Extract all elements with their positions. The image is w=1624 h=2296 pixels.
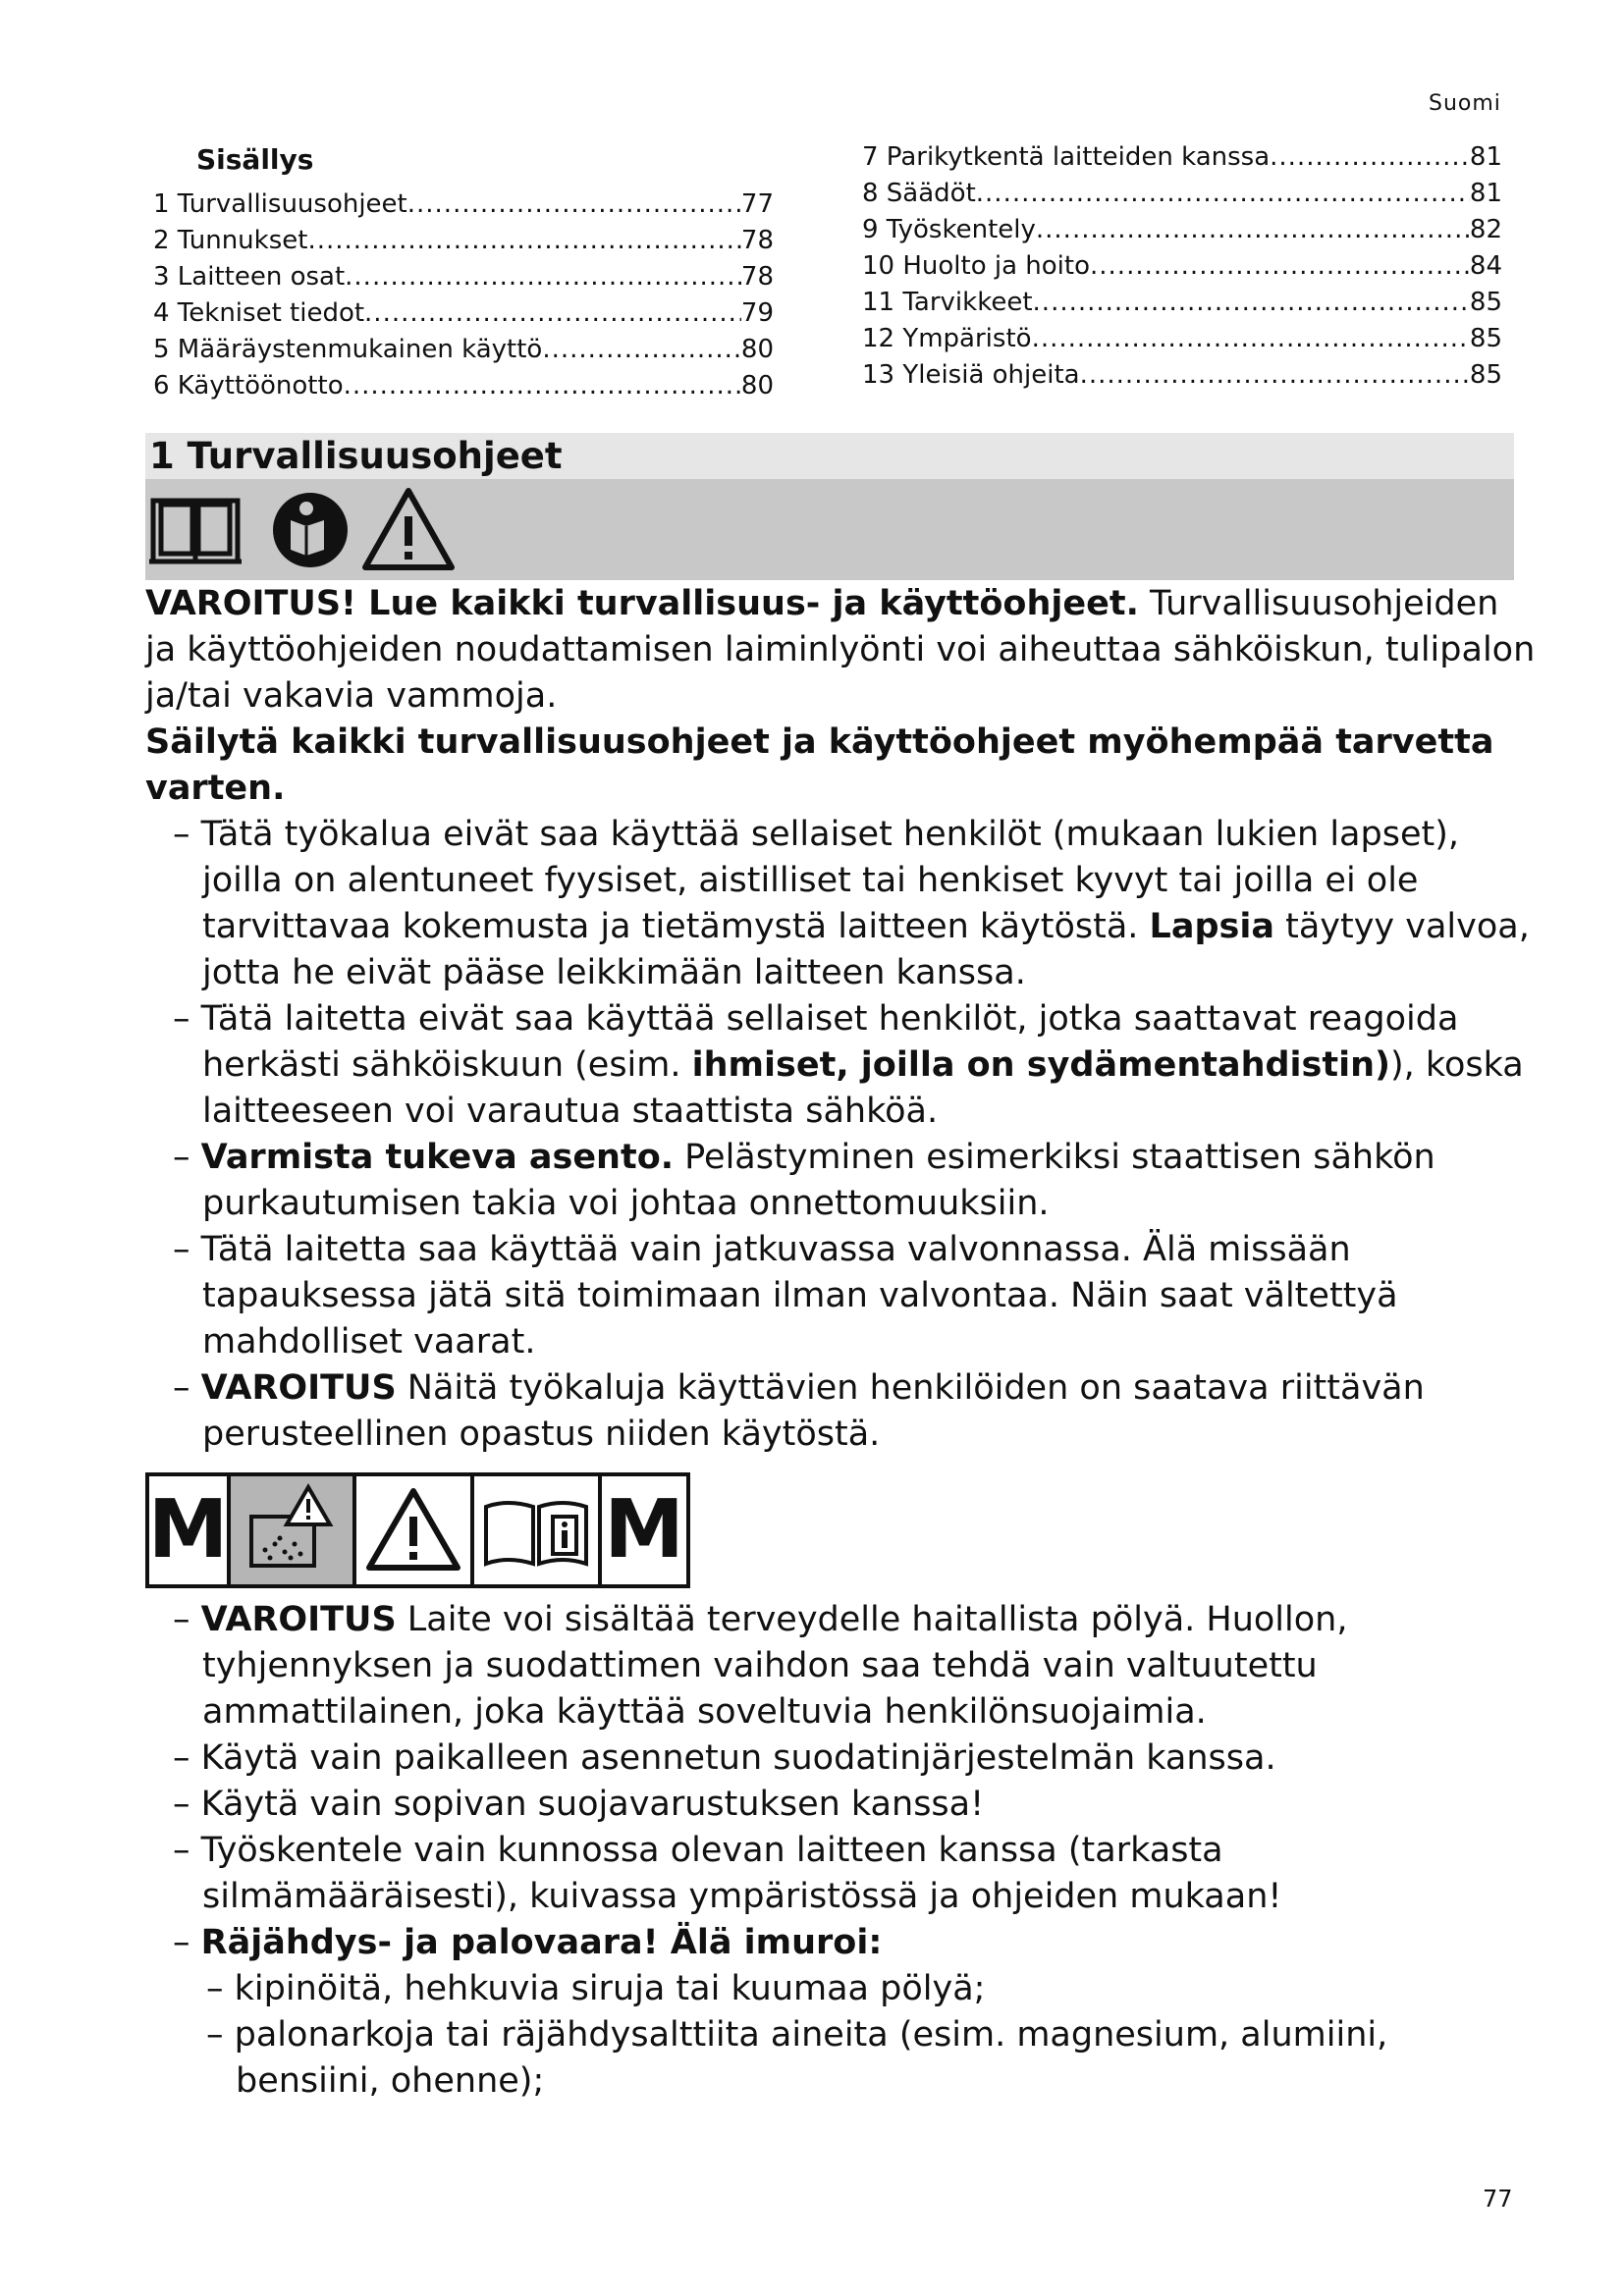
toc-entry: [862, 321, 1502, 357]
toc-entry-label: 13 Yleisiä ohjeita: [862, 360, 1080, 390]
toc-leader-dots: [1033, 285, 1470, 321]
toc-leader-dots: [1080, 357, 1470, 394]
warning-triangle-icon: [356, 1472, 474, 1588]
toc-entry-label: 7 Parikytkentä laitteiden kanssa: [862, 142, 1271, 172]
toc-entry-page: 84: [1469, 251, 1502, 281]
toc-entry: [862, 357, 1502, 394]
warning-paragraph: [145, 581, 1540, 1458]
toc-entry: [862, 248, 1502, 285]
list-item: – Tätä laitetta saa käyttää vain jatkuvassa valvonnassa. Älä missään tapauksessa jätä sitä toimimaan ilman valvontaa. Näin saat vältettyä mahdolliset vaarat.: [173, 1230, 1398, 1362]
list-item: – Varmista tukeva asento. Pelästyminen esimerkiksi staattisen sähkön purkautumisen takia voi johtaa onnettomuuksiin.: [173, 1138, 1435, 1223]
toc-entry-page: 78: [740, 262, 774, 292]
toc-entry: [153, 259, 774, 295]
toc-entry-page: 80: [740, 335, 774, 364]
toc-entry-label: 11 Tarvikkeet: [862, 288, 1033, 317]
toc-leader-dots: [1032, 321, 1470, 357]
toc-entry-label: 4 Tekniset tiedot: [153, 298, 365, 328]
warning-triangle-icon: [365, 491, 452, 567]
toc-entry-label: 10 Huolto ja hoito: [862, 251, 1091, 281]
toc-entry-page: 82: [1469, 215, 1502, 244]
dust-class-m-icon: M: [145, 1472, 231, 1588]
read-manual-icon: [273, 493, 348, 567]
toc-entry: [862, 176, 1502, 212]
list-item: – Työskentele vain kunnossa olevan laitteen kanssa (tarkasta silmämääräisesti), kuivassa ympäristössä ja ohjeiden mukaan!: [173, 1831, 1282, 1916]
toc-entry-page: 85: [1469, 360, 1502, 390]
read-manual-info-icon: [474, 1472, 602, 1588]
toc-leader-dots: [307, 223, 740, 259]
list-item: – VAROITUS Laite voi sisältää terveydelle haitallista pölyä. Huollon, tyhjennyksen ja suodattimen vaihdon saa tehdä vain valtuutettu ammattilainen, joka käyttää soveltuvia henkilönsuojaimia.: [173, 1600, 1348, 1732]
toc-entry: [862, 285, 1502, 321]
toc-leader-dots: [345, 259, 741, 295]
dust-class-m-icon: M: [602, 1472, 690, 1588]
keep-notice: Säilytä kaikki turvallisuusohjeet ja käyttöohjeet myöhempää tarvetta varten.: [145, 722, 1494, 808]
list-item: – Tätä laitetta eivät saa käyttää sellaiset henkilöt, jotka saattavat reagoida herkästi sähköiskuun (esim. ihmiset, joilla on sydämentahdistin)), koska laitteeseen voi varautua staattista sähköä.: [173, 999, 1524, 1131]
toc-entry-page: 77: [740, 189, 774, 219]
toc-leader-dots: [976, 176, 1470, 212]
toc-leader-dots: [344, 368, 741, 404]
toc-entry: [153, 368, 774, 404]
hazardous-dust-icon: [231, 1472, 356, 1588]
toc-entry-label: 9 Työskentely: [862, 215, 1036, 244]
toc-title: Sisällys: [196, 143, 314, 176]
list-item: – Räjähdys- ja palovaara! Älä imuroi:: [173, 1923, 883, 1962]
toc-entry-label: 2 Tunnukset: [153, 226, 308, 255]
toc-entry: [153, 187, 774, 223]
toc-leader-dots: [1090, 248, 1470, 285]
dust-class-icon-row: [145, 1472, 690, 1588]
language-label: Suomi: [1429, 91, 1501, 116]
toc-leader-dots: [1036, 212, 1470, 248]
list-item: – VAROITUS Näitä työkaluja käyttävien henkilöiden on saatava riittävän perusteellinen opastus niiden käytöstä.: [173, 1368, 1425, 1454]
list-item: – Käytä vain paikalleen asennetun suodatinjärjestelmän kanssa.: [173, 1738, 1276, 1778]
safety-icon-band: [145, 479, 1514, 580]
toc-entry: [153, 332, 774, 368]
toc-entry-label: 6 Käyttöönotto: [153, 371, 344, 400]
toc-leader-dots: [1270, 139, 1470, 176]
toc-right-column: [862, 139, 1502, 394]
toc-entry-page: 79: [740, 298, 774, 328]
page-number: 77: [1483, 2185, 1513, 2213]
toc-leader-dots: [364, 295, 741, 332]
toc-entry-page: 85: [1469, 324, 1502, 353]
sub-list-item: – palonarkoja tai räjähdysalttiita aineita (esim. magnesium, alumiini, bensiini, ohenne);: [206, 2015, 1388, 2101]
toc-entry: [862, 212, 1502, 248]
toc-entry-page: 81: [1469, 142, 1502, 172]
toc-entry-label: 8 Säädöt: [862, 179, 976, 208]
sub-list-item: – kipinöitä, hehkuvia siruja tai kuumaa pölyä;: [206, 1969, 986, 2008]
toc-entry-page: 85: [1469, 288, 1502, 317]
toc-entry-label: 1 Turvallisuusohjeet: [153, 189, 407, 219]
toc-entry: [153, 295, 774, 332]
toc-entry: [153, 223, 774, 259]
toc-entry-page: 81: [1469, 179, 1502, 208]
list-item: – Tätä työkalua eivät saa käyttää sellaiset henkilöt (mukaan lukien lapset), joilla on alentuneet fyysiset, aistilliset tai henkiset kyvyt tai joilla ei ole tarvittavaa kokemusta ja tietämystä laitteen käytöstä. Lapsia täytyy valvoa, jotta he eivät pääse leikkimään laitteen kanssa.: [173, 815, 1530, 992]
toc-entry: [862, 139, 1502, 176]
warning-bold: VAROITUS! Lue kaikki turvallisuus- ja käyttöohjeet.: [145, 584, 1139, 623]
toc-entry-label: 12 Ympäristö: [862, 324, 1032, 353]
toc-entry-page: 78: [740, 226, 774, 255]
list-item: – Käytä vain sopivan suojavarustuksen kanssa!: [173, 1785, 985, 1824]
toc-leader-dots: [407, 187, 741, 223]
toc-leader-dots: [542, 332, 741, 368]
section-heading: 1 Turvallisuusohjeet: [145, 433, 1514, 479]
toc-entry-label: 3 Laitteen osat: [153, 262, 346, 292]
toc-entry-page: 80: [740, 371, 774, 400]
warning-text: Turvallisuusohjeiden ja käyttöohjeiden noudattamisen laiminlyönti voi aiheuttaa sähköiskun, tulipalon ja/tai vakavia vammoja.: [145, 584, 1536, 716]
toc-left-column: [153, 187, 774, 404]
manual-book-icon: [149, 501, 242, 561]
dust-warning-list: [145, 1597, 1540, 2105]
toc-entry-label: 5 Määräystenmukainen käyttö: [153, 335, 543, 364]
